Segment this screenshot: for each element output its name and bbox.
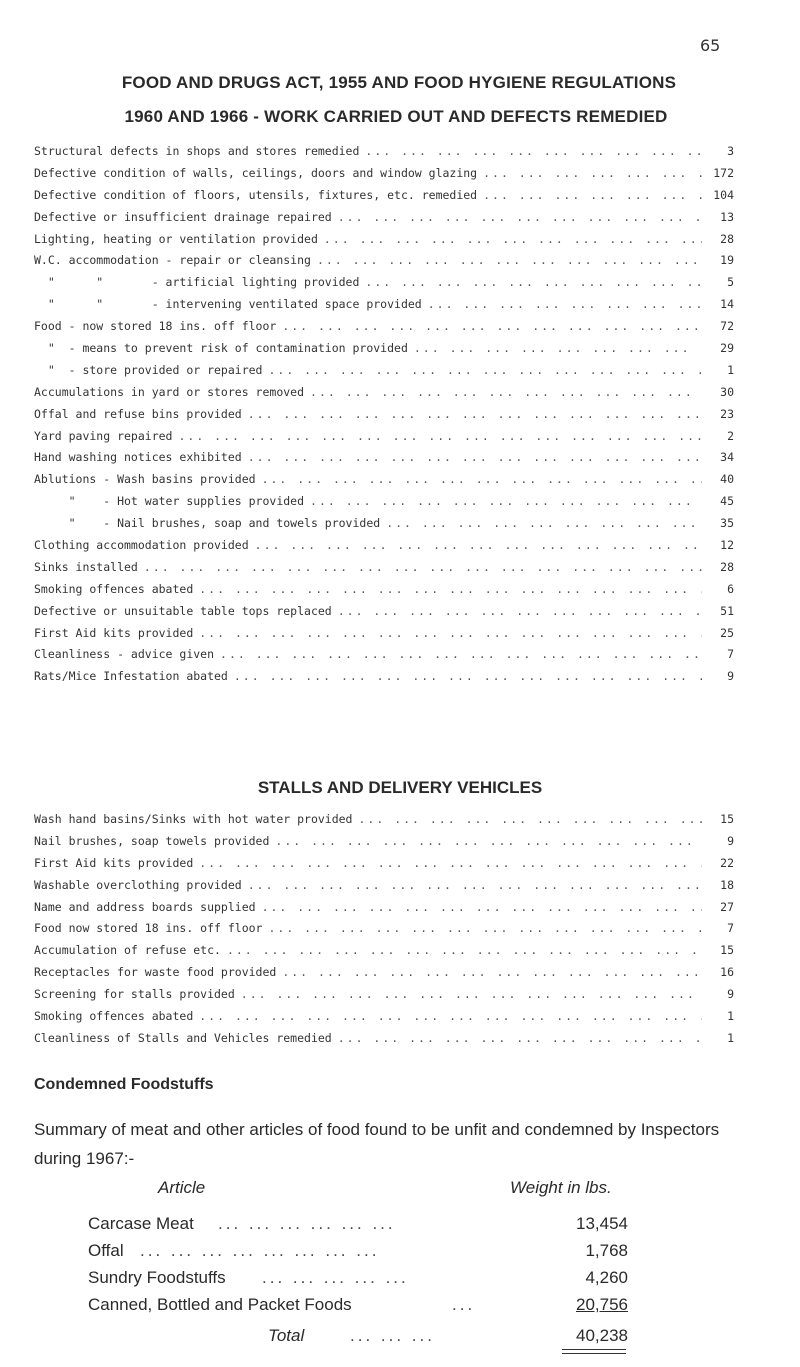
condemned-article: Carcase Meat — [88, 1214, 194, 1233]
work-item-row-label: Defective or unsuitable table tops replaced — [34, 603, 332, 618]
work-item-row-value: 1 — [727, 362, 734, 377]
leader-dots — [414, 341, 702, 355]
work-item-row — [34, 407, 734, 429]
summary-paragraph: Summary of meat and other articles of food found to be unfit and condemned by Inspectors during 1967:- — [34, 1120, 720, 1168]
total-double-underline — [562, 1349, 626, 1354]
leader-dots — [268, 921, 702, 935]
stalls-item-row-label: Screening for stalls provided — [34, 987, 235, 1002]
leader-dots — [248, 450, 702, 464]
total-weight: 40,238 — [576, 1326, 628, 1345]
work-item-row-value: 35 — [720, 516, 734, 531]
work-item-row — [34, 626, 734, 648]
article-column-header: Article — [158, 1178, 206, 1197]
stalls-item-row — [34, 1009, 734, 1031]
leader-dots — [483, 166, 702, 180]
work-item-row-value: 9 — [727, 669, 734, 684]
condemned-article: Sundry Foodstuffs — [88, 1268, 226, 1287]
stalls-item-row — [34, 900, 734, 922]
condemned-row — [88, 1214, 628, 1240]
work-item-row — [34, 275, 734, 297]
stalls-item-row-value: 1 — [727, 1030, 734, 1045]
work-item-row-label: Smoking offences abated — [34, 581, 194, 596]
work-carried-out-list — [34, 144, 734, 691]
stalls-item-row-value: 7 — [727, 921, 734, 936]
leader-dots — [241, 987, 702, 1001]
work-item-row-value: 14 — [720, 297, 734, 312]
leader-dots — [262, 472, 702, 486]
leader-dots — [220, 647, 702, 661]
condemned-weight: 4,260 — [585, 1268, 628, 1287]
stalls-item-row-value: 27 — [720, 899, 734, 914]
work-item-row-value: 172 — [713, 165, 734, 180]
work-item-row-label: " - store provided or repaired — [34, 362, 263, 377]
leader-dots — [324, 232, 702, 246]
condemned-article: Offal — [88, 1241, 124, 1260]
work-item-row — [34, 538, 734, 560]
leader-dots — [262, 900, 702, 914]
weight-column-header: Weight in lbs. — [510, 1178, 612, 1197]
work-item-row-value: 19 — [720, 253, 734, 268]
leader-dots — [365, 275, 702, 289]
condemned-total-row — [88, 1326, 628, 1352]
leader-dots — [338, 604, 702, 618]
work-item-row-label: Accumulations in yard or stores removed — [34, 384, 305, 399]
work-item-row — [34, 341, 734, 363]
work-item-row-value: 72 — [720, 319, 734, 334]
stalls-section-title: STALLS AND DELIVERY VEHICLES — [257, 778, 543, 797]
page-title-line-1: FOOD AND DRUGS ACT, 1955 AND FOOD HYGIENE REGULATIONS — [121, 73, 677, 92]
stalls-item-row-label: Wash hand basins/Sinks with hot water provided — [34, 812, 353, 826]
stalls-item-row — [34, 878, 734, 900]
work-item-row-value: 28 — [720, 231, 734, 246]
work-item-row-value: 3 — [727, 144, 734, 158]
leader-dots — [282, 319, 702, 333]
work-item-row — [34, 516, 734, 538]
stalls-item-row — [34, 965, 734, 987]
condemned-section-title: Condemned Foodstuffs — [34, 1076, 214, 1093]
leader-dots — [275, 834, 702, 848]
condemned-row — [88, 1268, 628, 1294]
work-item-row-label: Defective condition of floors, utensils, fixtures, etc. remedied — [34, 187, 478, 202]
work-item-row-value: 12 — [720, 538, 734, 553]
stalls-item-row — [34, 943, 734, 965]
work-item-row-label: Cleanliness - advice given — [34, 647, 215, 662]
condemned-row — [88, 1241, 628, 1267]
stalls-item-row-value: 15 — [720, 943, 734, 958]
stalls-item-row-label: Smoking offences abated — [34, 1009, 194, 1024]
work-item-row — [34, 144, 734, 166]
work-item-row — [34, 669, 734, 691]
leader-dots — [248, 878, 702, 892]
stalls-item-row — [34, 834, 734, 856]
work-item-row — [34, 385, 734, 407]
work-item-row-label: Ablutions - Wash basins provided — [34, 472, 256, 487]
stalls-item-row-label: Accumulation of refuse etc. — [34, 943, 221, 958]
work-item-row — [34, 319, 734, 341]
page-number: 65 — [700, 36, 721, 55]
work-item-row — [34, 450, 734, 472]
leader-dots — [359, 812, 703, 826]
work-item-row-value: 34 — [720, 450, 734, 465]
stalls-item-row-label: Washable overclothing provided — [34, 877, 242, 892]
leader-dots — [483, 188, 702, 202]
work-item-row-value: 29 — [720, 341, 734, 356]
work-item-row-value: 28 — [720, 559, 734, 574]
work-item-row-label: W.C. accommodation - repair or cleansing — [34, 253, 311, 268]
leader-dots — [310, 494, 702, 508]
work-item-row-value: 23 — [720, 406, 734, 421]
leader-dots — [199, 582, 702, 596]
leader-dots — [199, 1009, 702, 1023]
stalls-item-row — [34, 921, 734, 943]
stalls-item-row — [34, 987, 734, 1009]
condemned-weight: 1,768 — [585, 1241, 628, 1260]
work-item-row — [34, 604, 734, 626]
leader-dots: ... ... ... — [350, 1326, 435, 1345]
leader-dots — [310, 385, 702, 399]
work-item-row-label: " " - artificial lighting provided — [34, 275, 360, 290]
leader-dots — [144, 560, 702, 574]
leader-dots — [338, 210, 702, 224]
leader-dots — [255, 538, 702, 552]
stalls-item-row-value: 9 — [727, 833, 734, 848]
stalls-item-row-value: 15 — [720, 812, 734, 826]
stalls-item-row-value: 1 — [727, 1009, 734, 1024]
work-item-row-label: " " - intervening ventilated space provided — [34, 297, 422, 312]
work-item-row-label: " - Nail brushes, soap and towels provided — [34, 516, 381, 531]
stalls-item-row-value: 9 — [727, 987, 734, 1002]
leader-dots: ... ... ... ... ... ... — [218, 1214, 396, 1233]
leader-dots — [338, 1031, 702, 1045]
work-item-row — [34, 297, 734, 319]
leader-dots — [199, 626, 702, 640]
work-item-row-value: 51 — [720, 603, 734, 618]
stalls-item-row-label: Name and address boards supplied — [34, 899, 256, 914]
work-item-row-value: 7 — [727, 647, 734, 662]
condemned-weight: 13,454 — [576, 1214, 628, 1233]
leader-dots: ... ... ... ... ... — [262, 1268, 409, 1287]
page-title-line-2: 1960 AND 1966 - WORK CARRIED OUT AND DEFECTS REMEDIED — [124, 107, 668, 126]
work-item-row-label: First Aid kits provided — [34, 625, 194, 640]
work-item-row-value: 6 — [727, 581, 734, 596]
work-item-row-label: " - Hot water supplies provided — [34, 494, 305, 509]
stalls-item-row-label: Nail brushes, soap towels provided — [34, 833, 270, 848]
stalls-item-row-label: Receptacles for waste food provided — [34, 965, 277, 980]
work-item-row-label: Structural defects in shops and stores remedied — [34, 144, 360, 158]
condemned-article: Canned, Bottled and Packet Foods — [88, 1295, 352, 1314]
leader-dots: ... ... ... ... ... ... ... ... — [140, 1241, 380, 1260]
work-item-row-label: Food - now stored 18 ins. off floor — [34, 319, 277, 334]
work-item-row — [34, 363, 734, 385]
work-item-row — [34, 429, 734, 451]
stalls-item-row-value: 22 — [720, 855, 734, 870]
total-label: Total — [268, 1326, 305, 1345]
leader-dots — [365, 144, 702, 158]
work-item-row — [34, 210, 734, 232]
condemned-weight: 20,756 — [576, 1295, 628, 1314]
work-item-row — [34, 494, 734, 516]
work-item-row — [34, 166, 734, 188]
work-item-row — [34, 472, 734, 494]
stalls-item-row — [34, 856, 734, 878]
leader-dots: ... — [452, 1295, 476, 1314]
work-item-row — [34, 647, 734, 669]
condemned-row — [88, 1295, 628, 1321]
work-item-row-label: Yard paving repaired — [34, 428, 173, 443]
leader-dots — [386, 516, 702, 530]
leader-dots — [268, 363, 702, 377]
work-item-row-label: Hand washing notices exhibited — [34, 450, 242, 465]
work-item-row-value: 25 — [720, 625, 734, 640]
leader-dots — [248, 407, 702, 421]
work-item-row-label: Clothing accommodation provided — [34, 538, 249, 553]
work-item-row-value: 30 — [720, 384, 734, 399]
work-item-row-value: 45 — [720, 494, 734, 509]
work-item-row — [34, 253, 734, 275]
stalls-item-row-value: 16 — [720, 965, 734, 980]
stalls-list — [34, 812, 734, 1053]
work-item-row-label: " - means to prevent risk of contamination provided — [34, 341, 408, 356]
stalls-item-row-value: 18 — [720, 877, 734, 892]
stalls-item-row-label: Cleanliness of Stalls and Vehicles remedied — [34, 1030, 332, 1045]
work-item-row-label: Rats/Mice Infestation abated — [34, 669, 228, 684]
stalls-item-row — [34, 1031, 734, 1053]
work-item-row — [34, 232, 734, 254]
work-item-row-value: 104 — [713, 187, 734, 202]
stalls-item-row — [34, 812, 734, 834]
leader-dots — [428, 297, 702, 311]
work-item-row-label: Defective or insufficient drainage repaired — [34, 209, 332, 224]
leader-dots — [317, 253, 702, 267]
work-item-row-value: 5 — [727, 275, 734, 290]
work-item-row-value: 2 — [727, 428, 734, 443]
leader-dots — [178, 429, 702, 443]
stalls-item-row-label: First Aid kits provided — [34, 855, 194, 870]
leader-dots — [227, 943, 702, 957]
work-item-row-label: Sinks installed — [34, 559, 138, 574]
work-item-row-label: Lighting, heating or ventilation provided — [34, 231, 318, 246]
work-item-row — [34, 188, 734, 210]
leader-dots — [199, 856, 702, 870]
work-item-row-label: Offal and refuse bins provided — [34, 406, 242, 421]
leader-dots — [234, 669, 702, 683]
leader-dots — [282, 965, 702, 979]
work-item-row-label: Defective condition of walls, ceilings, doors and window glazing — [34, 165, 478, 180]
stalls-item-row-label: Food now stored 18 ins. off floor — [34, 921, 263, 936]
work-item-row — [34, 582, 734, 604]
work-item-row — [34, 560, 734, 582]
work-item-row-value: 13 — [720, 209, 734, 224]
work-item-row-value: 40 — [720, 472, 734, 487]
